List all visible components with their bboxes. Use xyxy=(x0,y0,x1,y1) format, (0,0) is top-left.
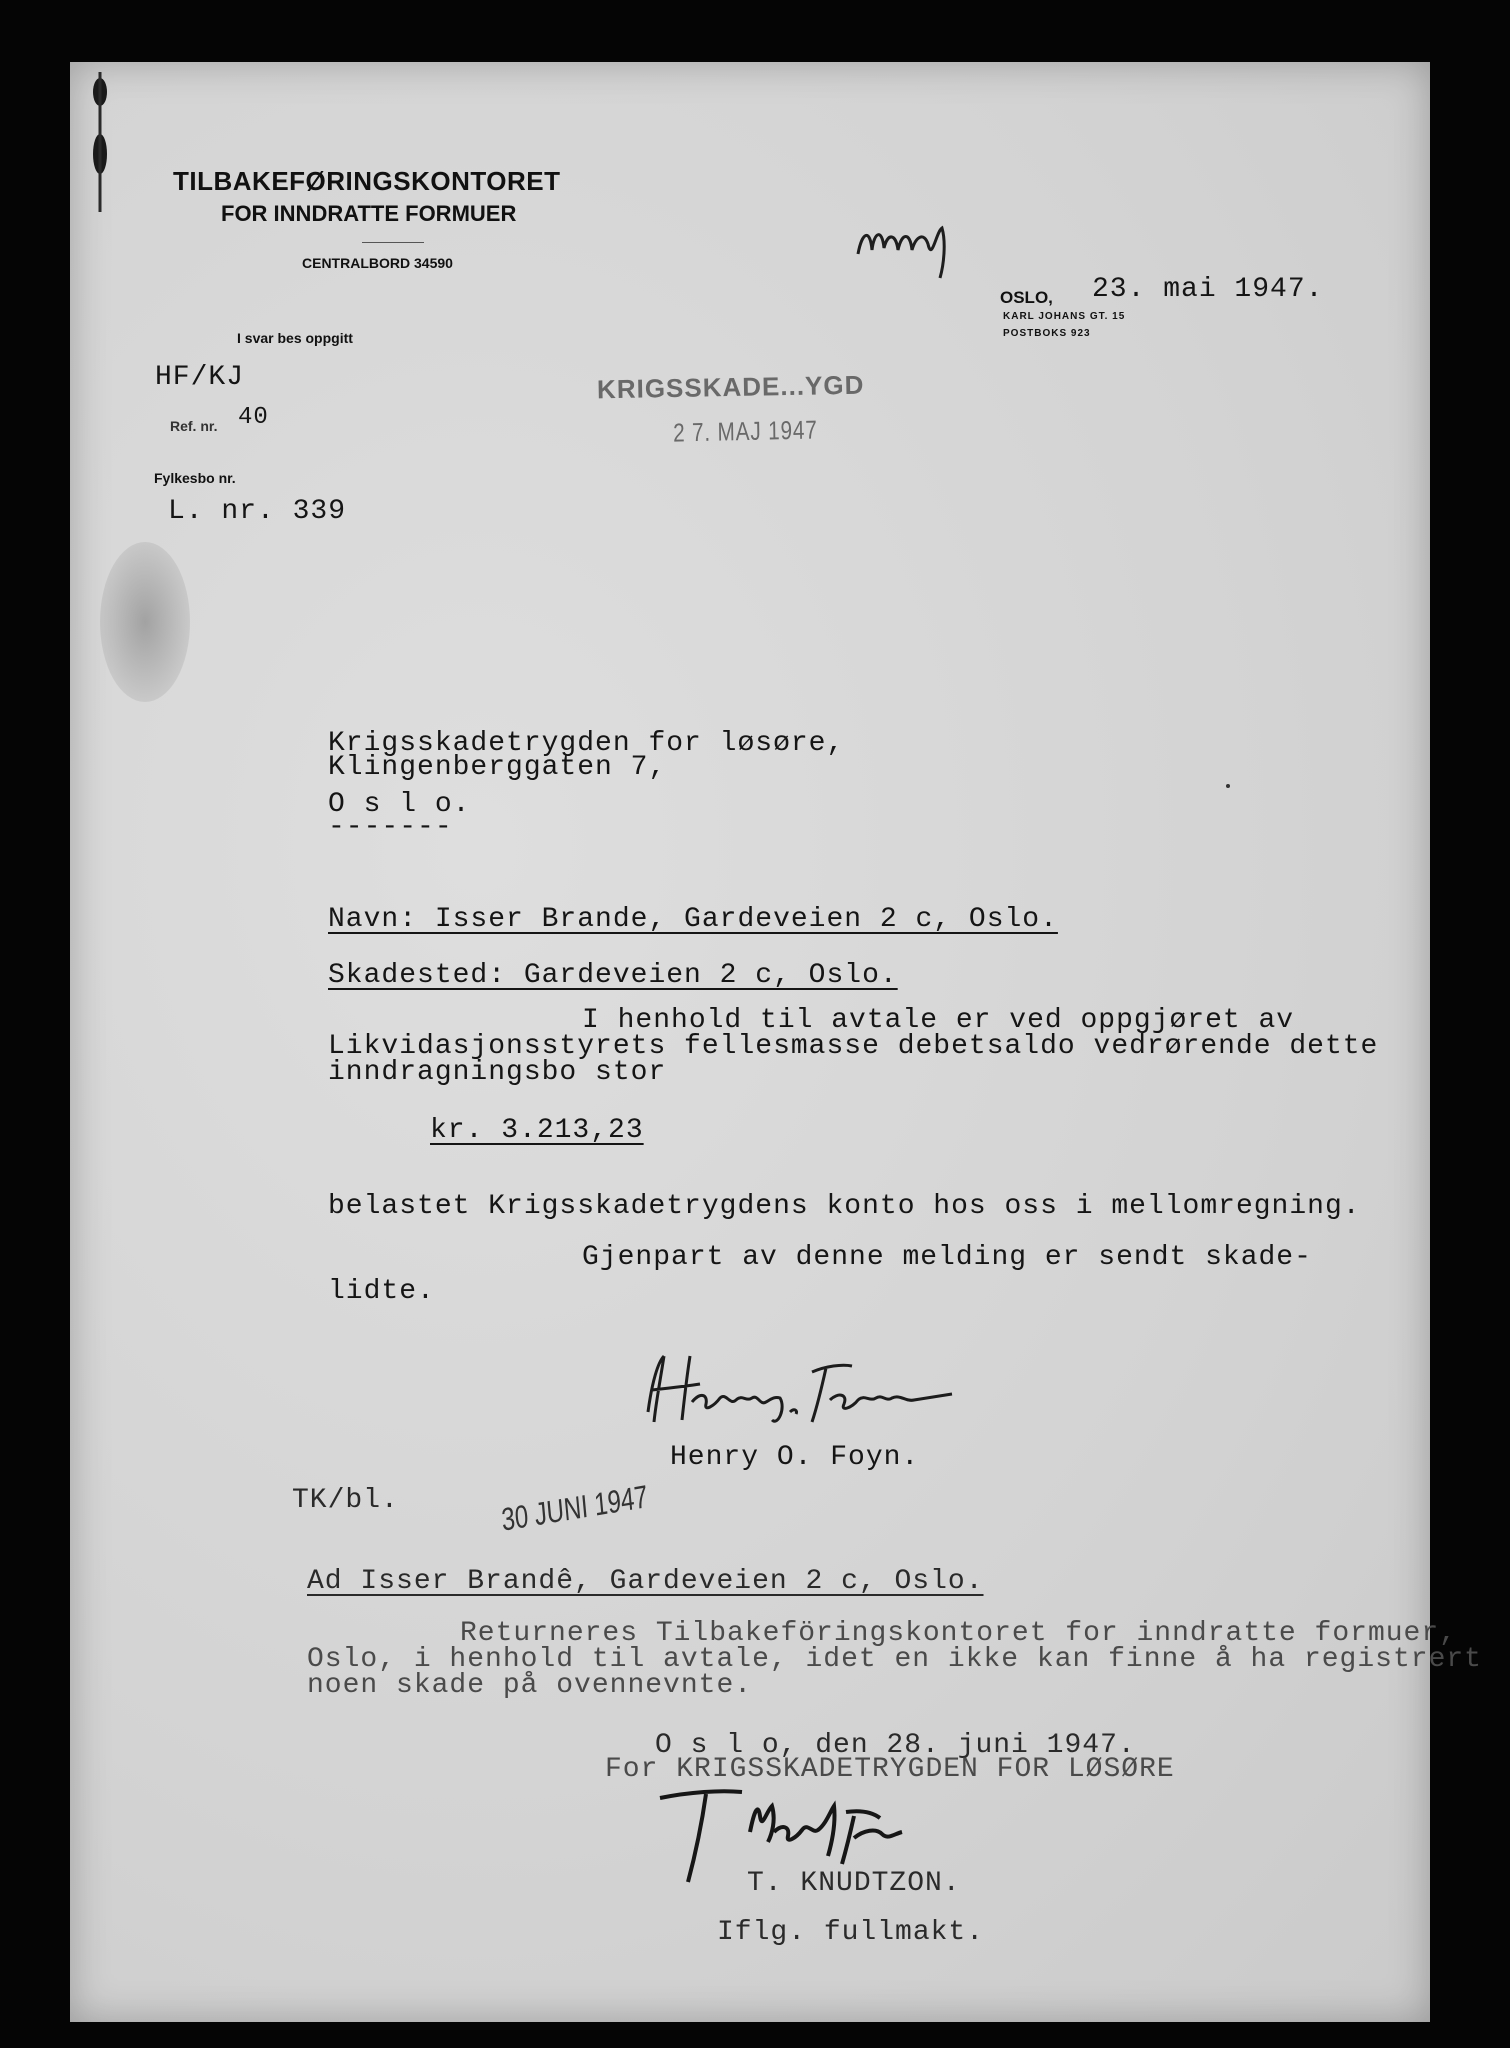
endorsement-stamp-date: 30 JUNI 1947 xyxy=(500,1478,649,1538)
switchboard-number: CENTRALBORD 34590 xyxy=(302,255,453,271)
po-box: POSTBOKS 923 xyxy=(1003,328,1091,339)
addressee-line1: Krigsskadetrygden for løsøre, xyxy=(328,728,845,759)
ink-dot xyxy=(1226,784,1230,788)
binder-holes xyxy=(70,62,150,222)
org-name-line1: TILBAKEFØRINGSKONTORET xyxy=(173,166,561,196)
letter-page xyxy=(70,62,1482,2022)
handwritten-initials xyxy=(850,192,970,292)
signature-henry-foyn xyxy=(630,1342,970,1432)
body-paragraph3-line1: Gjenpart av denne melding er sendt skade- xyxy=(582,1242,1312,1273)
letter-date: 23. mai 1947. xyxy=(1092,274,1324,305)
ink-smudge xyxy=(100,542,190,702)
reference-initials: HF/KJ xyxy=(155,362,245,393)
endorsement-line3: noen skade på ovennevnte. xyxy=(307,1670,753,1701)
addressee-line3: O s l o. xyxy=(328,789,471,820)
signer-name-knudtzon: T. KNUDTZON. xyxy=(747,1868,961,1899)
endorsement-place-date: O s l o, den 28. juni 1947. xyxy=(655,1730,1136,1761)
body-paragraph2: belastet Krigsskadetrygdens konto hos oss i mellomregning. xyxy=(328,1191,1361,1222)
letterhead-divider xyxy=(362,242,424,243)
signer-capacity: Iflg. fullmakt. xyxy=(717,1917,985,1948)
ref-label: Ref. nr. xyxy=(170,418,218,434)
fylkesbo-label: Fylkesbo nr. xyxy=(154,470,236,486)
typist-initials: TK/bl. xyxy=(292,1485,399,1516)
subject-damage-location: Skadested: Gardeveien 2 c, Oslo. xyxy=(328,960,898,991)
debit-amount: kr. 3.213,23 xyxy=(430,1115,644,1146)
addressee-rule: ------- xyxy=(328,812,453,843)
body-paragraph1-line3: inndragningsbo stor xyxy=(328,1057,667,1088)
reply-note: I svar bes oppgitt xyxy=(237,330,353,346)
subject-name: Navn: Isser Brande, Gardeveien 2 c, Oslo. xyxy=(328,904,1058,935)
addressee-line2: Klingenberggaten 7, xyxy=(328,752,667,783)
body-paragraph1-line1: I henhold til avtale er ved oppgjøret av xyxy=(582,1005,1295,1036)
org-name-line2: FOR INNDRATTE FORMUER xyxy=(221,201,517,226)
ref-value: 40 xyxy=(238,404,269,431)
endorsement-for-line: For KRIGSSKADETRYGDEN FOR LØSØRE xyxy=(605,1754,1175,1785)
street-address: KARL JOHANS GT. 15 xyxy=(1003,311,1126,322)
body-paragraph3-line2: lidte. xyxy=(328,1276,435,1307)
received-stamp-name: KRIGSSKADE...YGD xyxy=(596,369,865,405)
city-label: OSLO, xyxy=(1000,288,1053,307)
endorsement-line2: Oslo, i henhold til avtale, idet en ikke kan finne å ha registrert xyxy=(307,1644,1482,1675)
body-paragraph1-line2: Likvidasjonsstyrets fellesmasse debetsaldo vedrørende dette xyxy=(328,1031,1379,1062)
received-stamp-date: 2 7. MAJ 1947 xyxy=(672,414,818,448)
signer-name-foyn: Henry O. Foyn. xyxy=(670,1442,920,1473)
endorsement-subject: Ad Isser Brandê, Gardeveien 2 c, Oslo. xyxy=(307,1566,984,1597)
endorsement-line1: Returneres Tilbakeföringskontoret for inndratte formuer, xyxy=(460,1618,1457,1649)
letter-number: L. nr. 339 xyxy=(168,496,347,527)
